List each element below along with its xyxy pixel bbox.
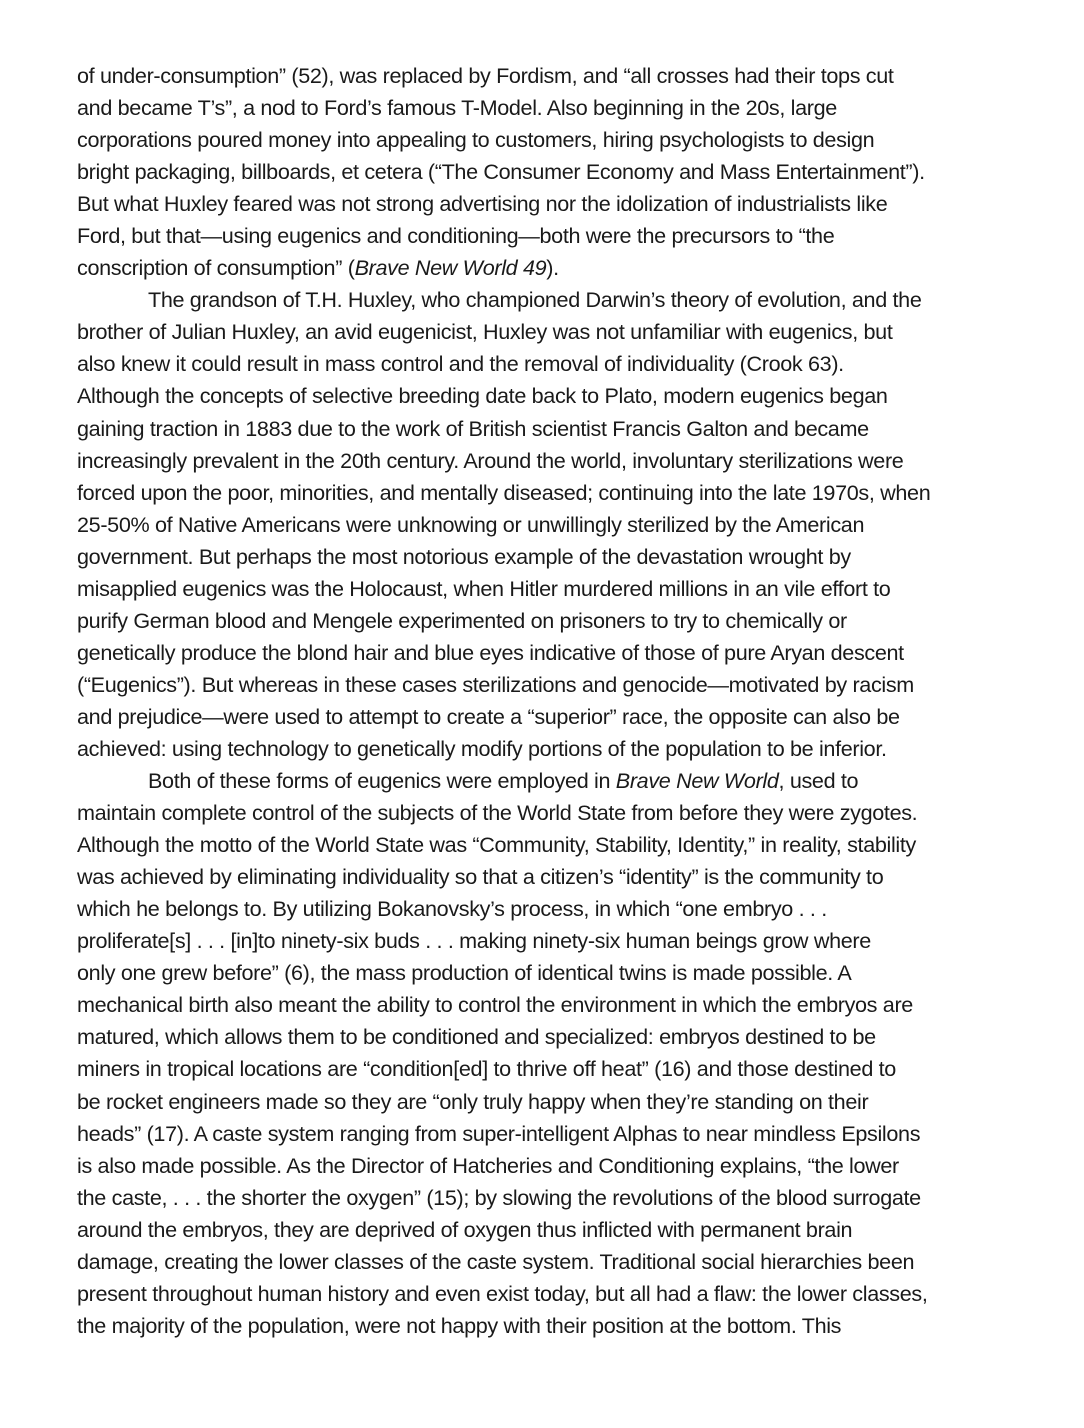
text-segment: of under-consumption” (52), was replaced by Fordism, and “all crosses had their tops cut: [77, 63, 894, 88]
text-line: [77, 252, 1037, 284]
italic-title: Brave New World: [615, 768, 779, 794]
text-segment: miners in tropical locations are “condition[ed] to thrive off heat” (16) and those destined to: [77, 1056, 896, 1082]
text-line: [77, 188, 1037, 220]
paragraph: [77, 765, 1037, 1342]
text-line: [77, 316, 1037, 348]
text-segment: increasingly prevalent in the 20th century. Around the world, involuntary sterilizations were: [77, 447, 904, 473]
text-segment: was achieved by eliminating individuality so that a citizen’s “identity” is the community to: [77, 864, 884, 890]
text-line: [77, 829, 1037, 861]
text-line: [77, 1182, 1037, 1214]
text-segment: (“Eugenics”). But whereas in these cases sterilizations and genocide—motivated by racism: [77, 671, 914, 697]
text-segment: Although the motto of the World State was “Community, Stability, Identity,” in reality, stability: [77, 832, 916, 858]
text-line: [77, 701, 1037, 733]
text-segment: misapplied eugenics was the Holocaust, when Hitler murdered millions in an vile effort to: [77, 575, 891, 601]
text-segment: But what Huxley feared was not strong advertising nor the idolization of industrialists like: [77, 191, 888, 217]
italic-title: Brave New World 49: [354, 255, 547, 281]
text-line: [77, 60, 1037, 92]
text-segment: , used to: [778, 768, 859, 794]
text-segment: Ford, but that—using eugenics and conditioning—both were the precursors to “the: [77, 223, 835, 249]
text-line: [77, 541, 1037, 573]
text-segment: damage, creating the lower classes of the caste system. Traditional social hierarchies been: [77, 1248, 915, 1274]
text-segment: ).: [546, 255, 559, 281]
text-line: [77, 893, 1037, 925]
text-segment: gaining traction in 1883 due to the work of British scientist Francis Galton and became: [77, 415, 869, 441]
text-segment: bright packaging, billboards, et cetera (“The Consumer Economy and Mass Entertainment”).: [77, 159, 925, 185]
text-line: [77, 957, 1037, 989]
text-segment: and prejudice—were used to attempt to create a “superior” race, the opposite can also be: [77, 703, 900, 729]
text-line: [77, 413, 1037, 445]
text-line: [77, 797, 1037, 829]
text-line: [77, 1021, 1037, 1053]
text-line: [77, 1118, 1037, 1150]
text-line: [77, 380, 1037, 412]
text-segment: be rocket engineers made so they are “only truly happy when they’re standing on their: [77, 1088, 869, 1114]
text-segment: matured, which allows them to be conditioned and specialized: embryos destined to be: [77, 1024, 876, 1050]
text-line: [77, 92, 1037, 124]
text-segment: maintain complete control of the subjects of the World State from before they were zygotes.: [77, 800, 918, 826]
text-segment: is also made possible. As the Director of Hatcheries and Conditioning explains, “the lower: [77, 1152, 899, 1178]
text-segment: government. But perhaps the most notorious example of the devastation wrought by: [77, 543, 851, 569]
text-segment: the caste, . . . the shorter the oxygen” (15); by slowing the revolutions of the blood surrogate: [77, 1184, 921, 1210]
paragraph: [77, 284, 1037, 765]
text-segment: Although the concepts of selective breeding date back to Plato, modern eugenics began: [77, 383, 888, 409]
text-line: [77, 573, 1037, 605]
text-line: [77, 220, 1037, 252]
text-line: [77, 1150, 1037, 1182]
text-line: [77, 669, 1037, 701]
text-segment: around the embryos, they are deprived of oxygen thus inflicted with permanent brain: [77, 1216, 853, 1242]
text-line: [77, 1053, 1037, 1085]
text-segment: Both of these forms of eugenics were employed in: [148, 768, 616, 794]
text-segment: genetically produce the blond hair and blue eyes indicative of those of pure Aryan descent: [77, 639, 904, 665]
text-segment: purify German blood and Mengele experimented on prisoners to try to chemically or: [77, 607, 847, 633]
text-segment: brother of Julian Huxley, an avid eugenicist, Huxley was not unfamiliar with eugenics, but: [77, 319, 893, 345]
text-line: [77, 1278, 1037, 1310]
text-line: [77, 861, 1037, 893]
text-segment: only one grew before” (6), the mass production of identical twins is made possible. A: [77, 960, 852, 986]
text-segment: heads” (17). A caste system ranging from super-intelligent Alphas to near mindless Epsilons: [77, 1120, 921, 1146]
text-line: [77, 445, 1037, 477]
text-segment: corporations poured money into appealing to customers, hiring psychologists to design: [77, 127, 875, 153]
text-segment: proliferate[s] . . . [in]to ninety-six buds . . . making ninety-six human beings grow where: [77, 928, 871, 954]
text-segment: achieved: using technology to genetically modify portions of the population to be inferior.: [77, 735, 887, 761]
text-line: [77, 989, 1037, 1021]
text-segment: forced upon the poor, minorities, and mentally diseased; continuing into the late 1970s, when: [77, 479, 931, 505]
text-segment: present throughout human history and even exist today, but all had a flaw: the lower classes,: [77, 1280, 928, 1306]
text-line: [77, 284, 1037, 316]
text-line: [77, 1214, 1037, 1246]
text-line: [77, 509, 1037, 541]
document-page: [77, 60, 1037, 1342]
text-segment: the majority of the population, were not happy with their position at the bottom. This: [77, 1312, 842, 1338]
text-line: [77, 477, 1037, 509]
text-line: [77, 765, 1037, 797]
text-line: [77, 124, 1037, 156]
text-segment: 25-50% of Native Americans were unknowing or unwillingly sterilized by the American: [77, 511, 865, 537]
text-segment: which he belongs to. By utilizing Bokanovsky’s process, in which “one embryo . . .: [77, 896, 827, 922]
text-line: [77, 1310, 1037, 1342]
paragraph: [77, 60, 1037, 284]
text-segment: The grandson of T.H. Huxley, who championed Darwin’s theory of evolution, and the: [148, 287, 922, 313]
text-segment: mechanical birth also meant the ability to control the environment in which the embryos are: [77, 992, 913, 1018]
text-line: [77, 1086, 1037, 1118]
text-line: [77, 1246, 1037, 1278]
text-segment: and became T’s”, a nod to Ford’s famous T-Model. Also beginning in the 20s, large: [77, 95, 837, 121]
text-line: [77, 637, 1037, 669]
text-line: [77, 348, 1037, 380]
text-segment: conscription of consumption” (: [77, 255, 355, 281]
text-line: [77, 605, 1037, 637]
text-line: [77, 925, 1037, 957]
text-line: [77, 156, 1037, 188]
text-line: [77, 733, 1037, 765]
text-segment: also knew it could result in mass control and the removal of individuality (Crook 63).: [77, 351, 844, 377]
